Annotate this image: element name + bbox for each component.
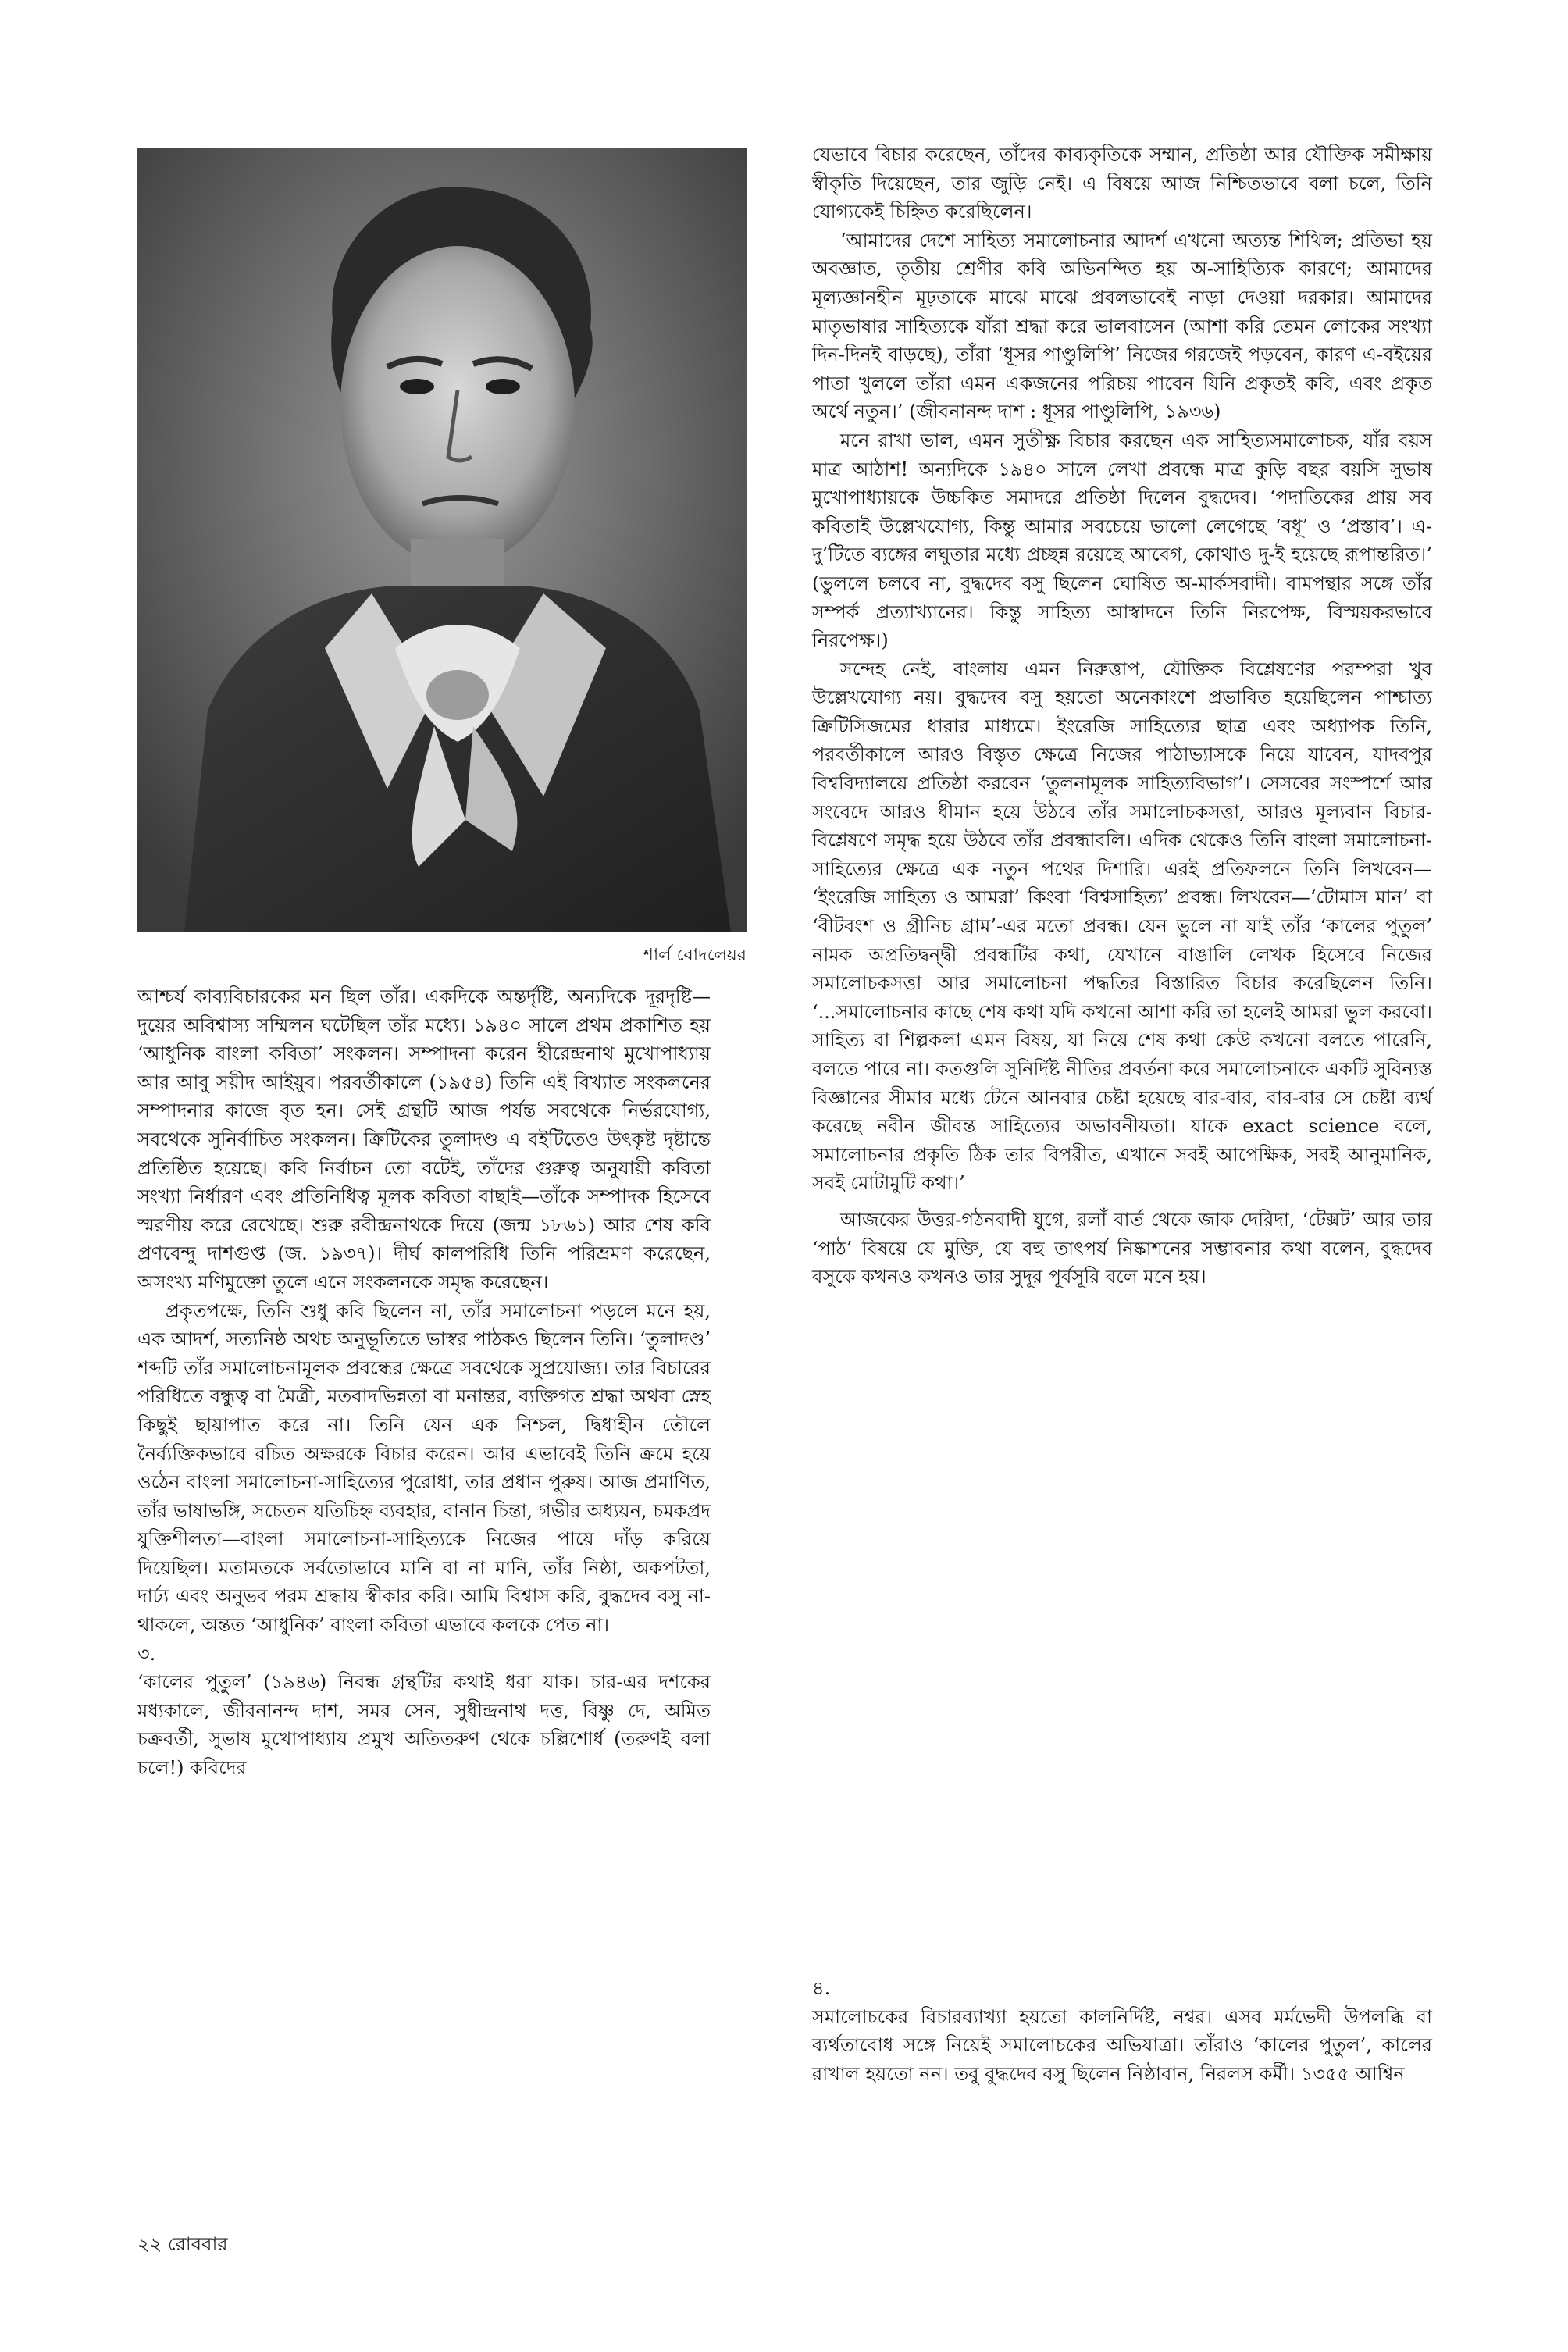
right-paragraph-3: মনে রাখা ভাল, এমন সুতীক্ষ্ণ বিচার করছেন এক সাহিত্যসমালোচক, যাঁর বয়স মাত্র আঠাশ! অন্যদিকে ১৯৪০ সালে লেখা প্রবন্ধে মাত্র কুড়ি বছর বয়সি সুভাষ মুখোপাধ্যায়কে উচ্চকিত সমাদরে প্রতিষ্ঠা দিলেন বুদ্ধদেব। ‘পদাতিকের প্রায় সব কবিতাই উল্লেখযোগ্য, কিন্তু আমার সবচেয়ে ভালো লেগেছে ‘বধূ’ ও ‘প্রস্তাব’। এ-দু’টিতে ব্যঙ্গের লঘুতার মধ্যে প্রচ্ছন্ন রয়েছে আবেগ, কোথাও দু-ই হয়েছে রূপান্তরিত।’ (ভুললে চলবে না, বুদ্ধদেব বসু ছিলেন ঘোষিত অ-মার্কসবাদী। বামপন্থার সঙ্গে তাঁর সম্পর্ক প্রত্যাখ্যানের। কিন্তু সাহিত্য আস্বাদনে তিনি নিরপেক্ষ, বিস্ময়করভাবে নিরপেক্ষ।) bbox=[812, 429, 1432, 652]
section-3-paragraph: ‘কালের পুতুল’ (১৯৪৬) নিবন্ধ গ্রন্থটির কথাই ধরা যাক। চার-এর দশকের মধ্যকালে, জীবনানন্দ দাশ, সমর সেন, সুধীন্দ্রনাথ দত্ত, বিষ্ণু দে, অমিত চক্রবর্তী, সুভাষ মুখোপাধ্যায় প্রমুখ অতিতরুণ থেকে চল্লিশোর্ধ (তরুণই বলা চলে!) কবিদের bbox=[137, 1671, 711, 1780]
photo-caption: শার্ল বোদলেয়র bbox=[643, 946, 747, 965]
right-paragraph-1: যেভাবে বিচার করেছেন, তাঁদের কাব্যকৃতিকে সম্মান, প্রতিষ্ঠা আর যৌক্তিক সমীক্ষায় স্বীকৃতি দিয়েছেন, তার জুড়ি নেই। এ বিষয়ে আজ নিশ্চিতভাবে বলা চলে, তিনি যোগ্যকেই চিহ্নিত করেছিলেন। bbox=[812, 144, 1432, 223]
left-column bbox=[137, 982, 711, 1783]
left-paragraph-1: আশ্চর্য কাব্যবিচারকের মন ছিল তাঁর। একদিকে অন্তর্দৃষ্টি, অন্যদিকে দূরদৃষ্টি—দুয়ের অবিশ্বাস্য সম্মিলন ঘটেছিল তাঁর মধ্যে। ১৯৪০ সালে প্রথম প্রকাশিত হয় ‘আধুনিক বাংলা কবিতা’ সংকলন। সম্পাদনা করেন হীরেন্দ্রনাথ মুখোপাধ্যায় আর আবু সয়ীদ আইয়ুব। পরবর্তীকালে (১৯৫৪) তিনি এই বিখ্যাত সংকলনের সম্পাদনার কাজে বৃত হন। সেই গ্রন্থটি আজ পর্যন্ত সবথেকে নির্ভরযোগ্য, সবথেকে সুনির্বাচিত সংকলন। ক্রিটিকের তুলাদণ্ড এ বইটিতেও উৎকৃষ্ট দৃষ্টান্তে প্রতিষ্ঠিত হয়েছে। কবি নির্বাচন তো বটেই, তাঁদের গুরুত্ব অনুযায়ী কবিতা সংখ্যা নির্ধারণ এবং প্রতিনিধিত্ব মূলক কবিতা বাছাই—তাঁকে সম্পাদক হিসেবে স্মরণীয় করে রেখেছে। শুরু রবীন্দ্রনাথকে দিয়ে (জন্ম ১৮৬১) আর শেষ কবি প্রণবেন্দু দাশগুপ্ত (জ. ১৯৩৭)। দীর্ঘ কালপরিধি তিনি পরিভ্রমণ করেছেন, অসংখ্য মণিমুক্তো তুলে এনে সংকলনকে সমৃদ্ধ করেছেন। bbox=[137, 985, 711, 1293]
section-number-4: ৪. bbox=[812, 1977, 831, 1999]
right-paragraph-4: সন্দেহ নেই, বাংলায় এমন নিরুত্তাপ, যৌক্তিক বিশ্লেষণের পরম্পরা খুব উল্লেখযোগ্য নয়। বুদ্ধদেব বসু হয়তো অনেকাংশে প্রভাবিত হয়েছিলেন পাশ্চাত্য ক্রিটিসিজমের ধারার মাধ্যমে। ইংরেজি সাহিত্যের ছাত্র এবং অধ্যাপক তিনি, পরবর্তীকালে আরও বিস্তৃত ক্ষেত্রে নিজের পাঠাভ্যাসকে নিয়ে যাবেন, যাদবপুর বিশ্ববিদ্যালয়ে প্রতিষ্ঠা করবেন ‘তুলনামূলক সাহিত্যবিভাগ’। সেসবের সংস্পর্শে আর সংবেদে আরও ধীমান হয়ে উঠবে তাঁর সমালোচকসত্তা, আরও মূল্যবান বিচার-বিশ্লেষণে সমৃদ্ধ হয়ে উঠবে তাঁর প্রবন্ধাবলি। এদিক থেকেও তিনি বাংলা সমালোচনা-সাহিত্যের ক্ষেত্রে এক নতুন পথের দিশারি। এরই প্রতিফলনে তিনি লিখবেন— ‘ইংরেজি সাহিত্য ও আমরা’ কিংবা ‘বিশ্বসাহিত্য’ প্রবন্ধ। লিখবেন—‘টোমাস মান’ বা ‘বীটবংশ ও গ্রীনিচ গ্রাম’-এর মতো প্রবন্ধ। যেন ভুলে না যাই তাঁর ‘কালের পুতুল’ নামক অপ্রতিদ্বন্দ্বী প্রবন্ধটির কথা, যেখানে বাঙালি লেখক হিসেবে নিজের সমালোচকসত্তা আর সমালোচনা পদ্ধতির বিস্তারিত বিচার করেছিলেন তিনি। ‘...সমালোচনার কাছে শেষ কথা যদি কখনো আশা করি তা হলেই আমরা ভুল করবো। সাহিত্য বা শিল্পকলা এমন বিষয়, যা নিয়ে শেষ কথা কেউ কখনো বলতে পারেনি, বলতে পারে না। কতগুলি সুনির্দিষ্ট নীতির প্রবর্তনা করে সমালোচনাকে একটি সুবিন্যস্ত বিজ্ঞানের সীমার মধ্যে টেনে আনবার চেষ্টা হয়েছে বার-বার, বার-বার সে চেষ্টা ব্যর্থ করেছে নবীন জীবন্ত সাহিত্যের অভাবনীয়তা। যাকে exact science বলে, সমালোচনার প্রকৃতি ঠিক তার বিপরীত, এখানে সবই আপেক্ষিক, সবই আনুমানিক, সবই মোটামুটি কথা।’ bbox=[812, 657, 1432, 1195]
right-paragraph-5: আজকের উত্তর-গঠনবাদী যুগে, রলাঁ বার্ত থেকে জাক দেরিদা, ‘টেক্সট’ আর তার ‘পাঠ’ বিষয়ে যে মুক্তি, যে বহু তাৎপর্য নিষ্কাশনের সম্ভাবনার কথা বলেন, বুদ্ধদেব বসুকে কখনও কখনও তার সুদূর পূর্বসূরি বলে মনে হয়। bbox=[812, 1208, 1432, 1288]
section-number-3: ৩. bbox=[137, 1642, 156, 1665]
left-paragraph-2: প্রকৃতপক্ষে, তিনি শুধু কবি ছিলেন না, তাঁর সমালোচনা পড়লে মনে হয়, এক আদর্শ, সত্যনিষ্ঠ অথচ অনুভূতিতে ভাস্বর পাঠকও ছিলেন তিনি। ‘তুলাদণ্ড’ শব্দটি তাঁর সমালোচনামূলক প্রবন্ধের ক্ষেত্রে সবথেকে সুপ্রযোজ্য। তার বিচারের পরিধিতে বন্ধুত্ব বা মৈত্রী, মতবাদভিন্নতা বা মনান্তর, ব্যক্তিগত শ্রদ্ধা অথবা স্নেহ কিছুই ছায়াপাত করে না। তিনি যেন এক নিশ্চল, দ্বিধাহীন তৌলে নৈর্ব্যক্তিকভাবে রচিত অক্ষরকে বিচার করেন। আর এভাবেই তিনি ক্রমে হয়ে ওঠেন বাংলা সমালোচনা-সাহিত্যের পুরোধা, তার প্রধান পুরুষ। আজ প্রমাণিত, তাঁর ভাষাভঙ্গি, সচেতন যতিচিহ্ন ব্যবহার, বানান চিন্তা, গভীর অধ্যয়ন, চমকপ্রদ যুক্তিশীলতা—বাংলা সমালোচনা-সাহিত্যকে নিজের পায়ে দাঁড় করিয়ে দিয়েছিল। মতামতকে সর্বতোভাবে মানি বা না মানি, তাঁর নিষ্ঠা, অকপটতা, দার্ঢ্য এবং অনুভব পরম শ্রদ্ধায় স্বীকার করি। আমি বিশ্বাস করি, বুদ্ধদেব বসু না-থাকলে, অন্তত ‘আধুনিক’ বাংলা কবিতা এভাবে কলকে পেত না। bbox=[137, 1299, 711, 1637]
portrait-illustration bbox=[137, 148, 747, 932]
right-column bbox=[812, 141, 1432, 1292]
page-folio: ২২ রোববার bbox=[137, 2233, 228, 2255]
right-column-section-4 bbox=[812, 1974, 1432, 2088]
portrait-photo bbox=[137, 148, 747, 932]
right-paragraph-2: ‘আমাদের দেশে সাহিত্য সমালোচনার আদর্শ এখনো অত্যন্ত শিথিল; প্রতিভা হয় অবজ্ঞাত, তৃতীয় শ্রেণীর কবি অভিনন্দিত হয় অ-সাহিত্যিক কারণে; আমাদের মূল্যজ্ঞানহীন মূঢ়তাকে মাঝে মাঝে প্রবলভাবেই নাড়া দেওয়া দরকার। আমাদের মাতৃভাষার সাহিত্যকে যাঁরা শ্রদ্ধা করে ভালবাসেন (আশা করি তেমন লোকের সংখ্যা দিন-দিনই বাড়ছে), তাঁরা ‘ধূসর পাণ্ডুলিপি’ নিজের গরজেই পড়বেন, কারণ এ-বইয়ের পাতা খুললে তাঁরা এমন একজনের পরিচয় পাবেন যিনি প্রকৃতই কবি, এবং প্রকৃত অর্থে নতুন।’ (জীবনানন্দ দাশ : ধূসর পাণ্ডুলিপি, ১৯৩৬) bbox=[812, 229, 1432, 423]
section-4-paragraph: সমালোচকের বিচারব্যাখ্যা হয়তো কালনির্দিষ্ট, নশ্বর। এসব মর্মভেদী উপলব্ধি বা ব্যর্থতাবোধ সঙ্গে নিয়েই সমালোচকের অভিযাত্রা। তাঁরাও ‘কালের পুতুল’, কালের রাখাল হয়তো নন। তবু বুদ্ধদেব বসু ছিলেন নিষ্ঠাবান, নিরলস কর্মী। ১৩৫৫ আশ্বিন bbox=[812, 2005, 1432, 2085]
